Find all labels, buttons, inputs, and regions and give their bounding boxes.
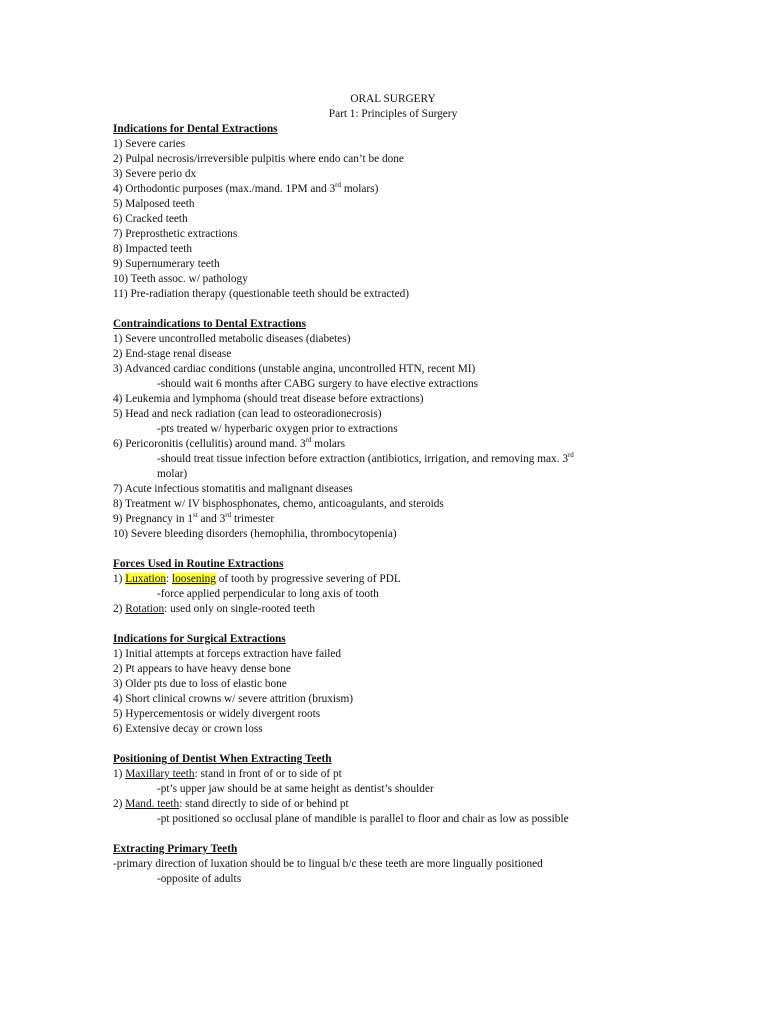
- list-item-number: 2): [113, 798, 126, 810]
- list-item-number: 1): [113, 573, 126, 585]
- list-item-text: : stand in front of or to side of pt: [194, 768, 342, 780]
- list-subitem: [113, 452, 597, 482]
- superscript: rd: [305, 436, 312, 445]
- section-heading-surgical: Indications for Surgical Extractions: [113, 633, 286, 645]
- list-item: 7) Preprosthetic extractions: [113, 228, 238, 240]
- list-item: 3) Advanced cardiac conditions (unstable angina, uncontrolled HTN, recent MI): [113, 363, 476, 375]
- term-maxillary: Maxillary teeth: [125, 768, 195, 780]
- list-item: 10) Severe bleeding disorders (hemophilia, thrombocytopenia): [113, 528, 397, 540]
- superscript: st: [193, 511, 198, 520]
- list-item-text: and 3: [197, 513, 226, 525]
- list-item-number: 1): [113, 768, 126, 780]
- term-rotation: Rotation: [125, 603, 165, 615]
- list-item: [113, 602, 673, 617]
- list-item: 4) Short clinical crowns w/ severe attrition (bruxism): [113, 693, 353, 705]
- section-heading-primary: Extracting Primary Teeth: [113, 843, 238, 855]
- list-subitem: -pt’s upper jaw should be at same height as dentist’s shoulder: [157, 783, 434, 795]
- list-item: [113, 182, 673, 197]
- superscript: rd: [567, 451, 574, 460]
- document-title: ORAL SURGERY: [350, 93, 436, 105]
- document-page: [113, 92, 673, 887]
- list-item-text: molars: [311, 438, 346, 450]
- list-item: 4) Leukemia and lymphoma (should treat disease before extractions): [113, 393, 424, 405]
- list-item: 9) Supernumerary teeth: [113, 258, 220, 270]
- list-item: 8) Treatment w/ IV bisphosphonates, chemo, anticoagulants, and steroids: [113, 498, 444, 510]
- list-item: 11) Pre-radiation therapy (questionable teeth should be extracted): [113, 288, 410, 300]
- list-item: 6) Extensive decay or crown loss: [113, 723, 263, 735]
- list-subitem: -pts treated w/ hyperbaric oxygen prior to extractions: [157, 423, 398, 435]
- spacer: [113, 827, 673, 842]
- highlighted-text: loosening: [172, 573, 216, 585]
- list-subitem: -pt positioned so occlusal plane of mandible is parallel to floor and chair as low as possible: [157, 813, 569, 825]
- list-item-text: 9) Pregnancy in 1: [113, 513, 193, 525]
- list-item: 2) Pt appears to have heavy dense bone: [113, 663, 291, 675]
- list-item: 6) Cracked teeth: [113, 213, 188, 225]
- term-colon: :: [166, 573, 173, 585]
- list-item-text: -should treat tissue infection before extraction (antibiotics, irrigation, and removing max. 3: [157, 453, 568, 465]
- list-item-text: of tooth by progressive severing of PDL: [215, 573, 401, 585]
- list-item-text: : used only on single-rooted teeth: [164, 603, 316, 615]
- document-subtitle: Part 1: Principles of Surgery: [328, 108, 458, 120]
- list-item: 10) Teeth assoc. w/ pathology: [113, 273, 248, 285]
- list-item: 1) Severe uncontrolled metabolic diseases (diabetes): [113, 333, 351, 345]
- list-item: 5) Malposed teeth: [113, 198, 195, 210]
- list-subitem: -should wait 6 months after CABG surgery to have elective extractions: [157, 378, 479, 390]
- list-item: [113, 437, 673, 452]
- list-item: [113, 767, 673, 782]
- list-item-text: molars): [341, 183, 379, 195]
- section-heading-contraindications: Contraindications to Dental Extractions: [113, 318, 306, 330]
- list-item: 8) Impacted teeth: [113, 243, 193, 255]
- section-heading-indications: Indications for Dental Extractions: [113, 123, 278, 135]
- list-item: 5) Hypercementosis or widely divergent roots: [113, 708, 321, 720]
- list-item: 7) Acute infectious stomatitis and malignant diseases: [113, 483, 353, 495]
- list-item: 2) Pulpal necrosis/irreversible pulpitis where endo can’t be done: [113, 153, 404, 165]
- term-luxation: Luxation: [125, 573, 167, 585]
- list-item: 1) Severe caries: [113, 138, 186, 150]
- list-item: 2) End-stage renal disease: [113, 348, 232, 360]
- section-heading-positioning: Positioning of Dentist When Extracting Teeth: [113, 753, 332, 765]
- list-item-text: trimester: [231, 513, 275, 525]
- list-item: -primary direction of luxation should be to lingual b/c these teeth are more lingually positioned: [113, 858, 543, 870]
- list-item-text: : stand directly to side of or behind pt: [179, 798, 349, 810]
- spacer: [113, 542, 673, 557]
- list-item-number: 2): [113, 603, 126, 615]
- superscript: rd: [335, 181, 341, 190]
- superscript: rd: [225, 511, 232, 520]
- spacer: [113, 617, 673, 632]
- list-item: 5) Head and neck radiation (can lead to osteoradionecrosis): [113, 408, 382, 420]
- spacer: [113, 302, 673, 317]
- list-item-text: 4) Orthodontic purposes (max./mand. 1PM and 3: [113, 183, 336, 195]
- list-subitem: -force applied perpendicular to long axis of tooth: [157, 588, 379, 600]
- list-item: [113, 512, 673, 527]
- list-item-text: molar): [157, 468, 188, 480]
- list-item: [113, 572, 673, 587]
- list-item: 1) Initial attempts at forceps extraction have failed: [113, 648, 342, 660]
- list-item-text: 6) Pericoronitis (cellulitis) around mand. 3: [113, 438, 306, 450]
- list-subitem: -opposite of adults: [157, 873, 242, 885]
- list-item: 3) Severe perio dx: [113, 168, 197, 180]
- list-item: 3) Older pts due to loss of elastic bone: [113, 678, 287, 690]
- spacer: [113, 737, 673, 752]
- section-heading-forces: Forces Used in Routine Extractions: [113, 558, 284, 570]
- term-mandibular: Mand. teeth: [125, 798, 180, 810]
- list-item: [113, 797, 673, 812]
